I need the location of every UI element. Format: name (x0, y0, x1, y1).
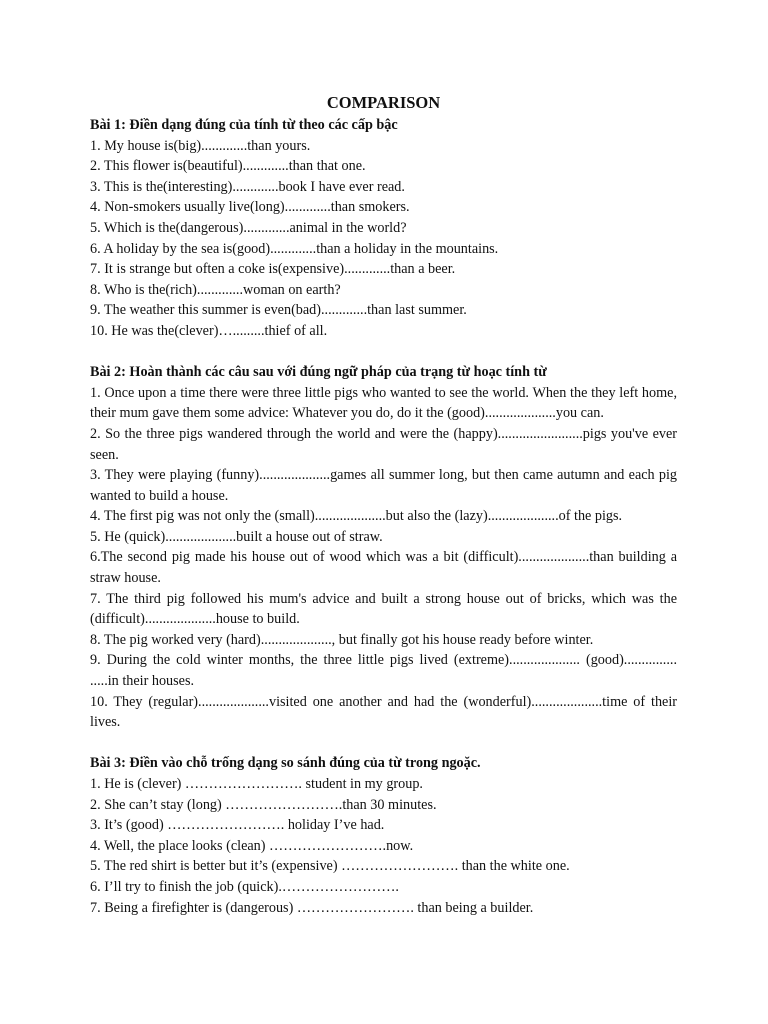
list-item: 9. During the cold winter months, the three little pigs lived (extreme).................... (good)............... .....in their houses. (90, 652, 677, 690)
section2-heading: Bài 2: Hoàn thành các câu sau với đúng ngữ pháp của trạng từ hoạc tính từ (90, 364, 547, 381)
list-item: 4. Non-smokers usually live(long).............than smokers. (90, 199, 410, 216)
list-item: 2. This flower is(beautiful).............than that one. (90, 158, 366, 175)
list-item: 4. Well, the place looks (clean) …………………….now. (90, 837, 414, 854)
list-item: 8. Who is the(rich).............woman on earth? (90, 281, 341, 298)
section1-list (90, 136, 677, 342)
list-item: 6. I’ll try to finish the job (quick).……………………. (90, 878, 399, 895)
list-item: 4. The first pig was not only the (small)....................but also the (lazy)....................of the pigs. (90, 508, 623, 525)
list-item: 1. My house is(big).............than yours. (90, 137, 311, 154)
list-item: 3. They were playing (funny)....................games all summer long, but then came autumn and each pig wanted to build a house. (90, 467, 677, 504)
list-item: 10. He was the(clever)….........thief of all. (90, 322, 328, 339)
list-item: 5. The red shirt is better but it’s (expensive) ……………………. than the white one. (90, 858, 570, 875)
list-item: 5. Which is the(dangerous).............animal in the world? (90, 219, 407, 236)
worksheet-page (90, 93, 677, 918)
list-item: 5. He (quick)....................built a house out of straw. (90, 528, 383, 545)
list-item: 2. She can’t stay (long) …………………….than 30 minutes. (90, 796, 437, 813)
list-item: 9. The weather this summer is even(bad).............than last summer. (90, 302, 467, 319)
list-item: 2. So the three pigs wandered through the world and were the (happy)........................pigs you've ever seen. (90, 425, 677, 463)
page-title: COMPARISON (326, 93, 441, 112)
list-item: 3. It’s (good) ……………………. holiday I’ve had. (90, 817, 385, 834)
list-item: 1. He is (clever) ……………………. student in my group. (90, 776, 423, 792)
section3-list (90, 774, 677, 918)
list-item: 6. A holiday by the sea is(good).............than a holiday in the mountains. (90, 240, 499, 257)
list-item: 10. They (regular)....................visited one another and had the (wonderful)....................time of their lives. (90, 693, 677, 731)
list-item: 8. The pig worked very (hard)...................., but finally got his house ready before winter. (90, 631, 594, 648)
list-item: 7. Being a firefighter is (dangerous) ……………………. than being a builder. (90, 899, 534, 916)
list-item: 3. This is the(interesting).............book I have ever read. (90, 178, 405, 195)
list-item: 6.The second pig made his house out of wood which was a bit (difficult)....................than building a straw house. (90, 549, 677, 587)
list-item: 7. It is strange but often a coke is(expensive).............than a beer. (90, 261, 456, 278)
section2-list (90, 383, 677, 733)
section1-heading: Bài 1: Điền dạng đúng của tính từ theo các cấp bậc (90, 117, 398, 133)
spacer (90, 733, 677, 754)
list-item: 1. Once upon a time there were three little pigs who wanted to see the world. When the they left home, their mum gave them some advice: Whatever you do, do it the (good)....................you can. (90, 384, 677, 422)
spacer (90, 342, 677, 363)
list-item: 7. The third pig followed his mum's advice and built a strong house out of bricks, which was the (difficult)....................house to build. (90, 590, 677, 628)
section3-heading: Bài 3: Điền vào chỗ trống dạng so sánh đúng của từ trong ngoặc. (90, 755, 481, 772)
